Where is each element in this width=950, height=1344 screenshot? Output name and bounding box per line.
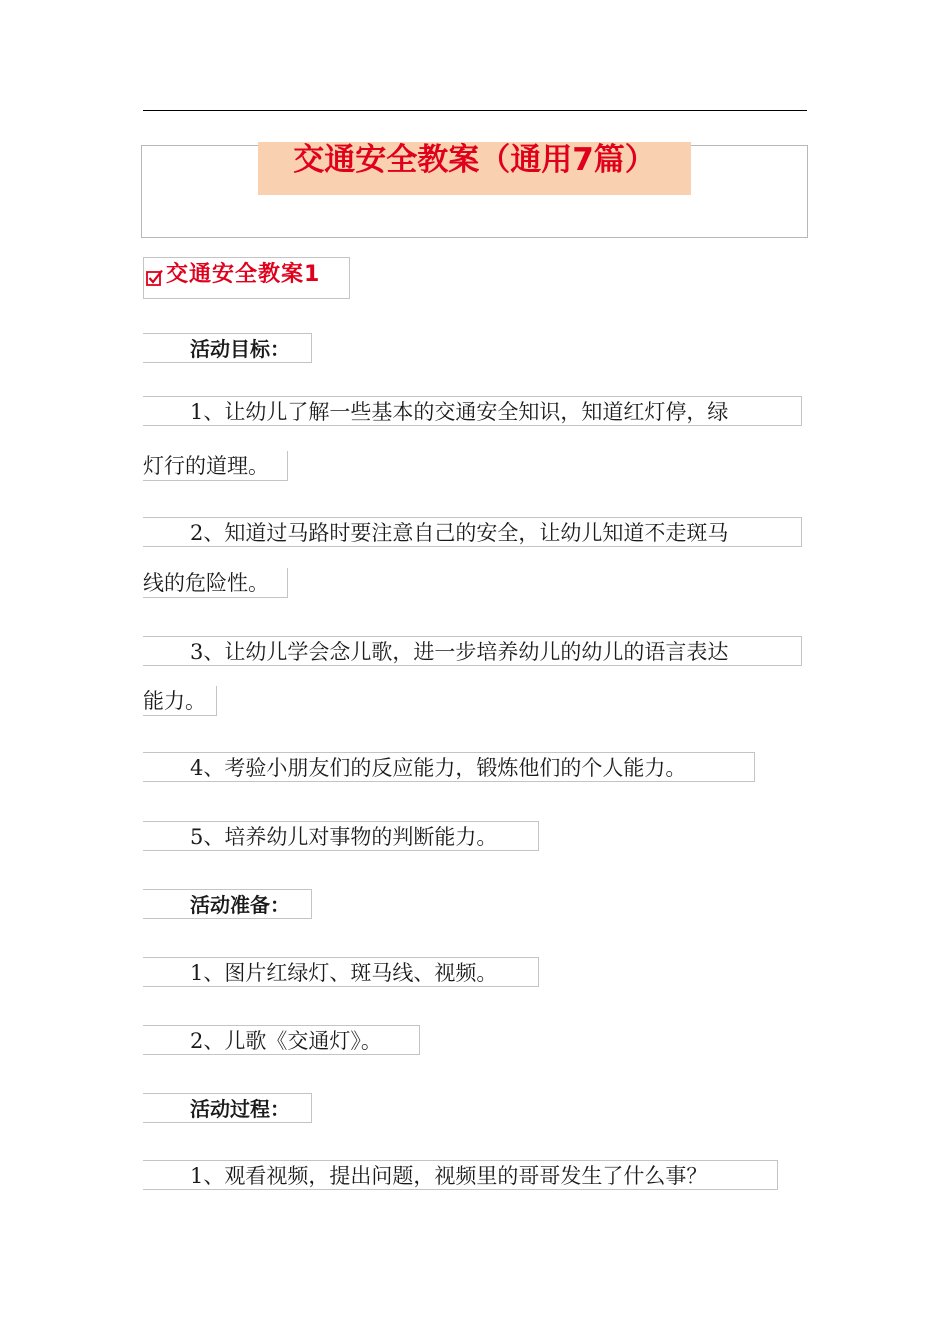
process-1: 1、观看视频，提出问题，视频里的哥哥发生了什么事？ bbox=[143, 1160, 778, 1190]
header-rule bbox=[143, 110, 807, 111]
objective-4: 4、考验小朋友们的反应能力，锻炼他们的个人能力。 bbox=[143, 752, 755, 782]
objective-1-line-2: 灯行的道理。 bbox=[143, 451, 288, 481]
checkbox-check-icon bbox=[146, 269, 164, 287]
section-title: 交通安全教案1 bbox=[166, 262, 321, 287]
objective-2-line-1: 2、知道过马路时要注意自己的安全，让幼儿知道不走斑马 bbox=[143, 517, 802, 547]
objective-2-line-2: 线的危险性。 bbox=[143, 568, 288, 598]
objective-1-line-1: 1、让幼儿了解一些基本的交通安全知识，知道红灯停，绿 bbox=[143, 396, 802, 426]
preparation-1: 1、图片红绿灯、斑马线、视频。 bbox=[143, 957, 539, 987]
objective-3-line-1: 3、让幼儿学会念儿歌，进一步培养幼儿的幼儿的语言表达 bbox=[143, 636, 802, 666]
objectives-heading: 活动目标： bbox=[143, 333, 312, 363]
process-heading: 活动过程： bbox=[143, 1093, 312, 1123]
document-title: 交通安全教案（通用7篇） bbox=[293, 142, 656, 178]
objective-3-line-2: 能力。 bbox=[143, 686, 217, 716]
preparation-2: 2、儿歌《交通灯》。 bbox=[143, 1025, 420, 1055]
objective-5: 5、培养幼儿对事物的判断能力。 bbox=[143, 821, 539, 851]
preparation-heading: 活动准备： bbox=[143, 889, 312, 919]
